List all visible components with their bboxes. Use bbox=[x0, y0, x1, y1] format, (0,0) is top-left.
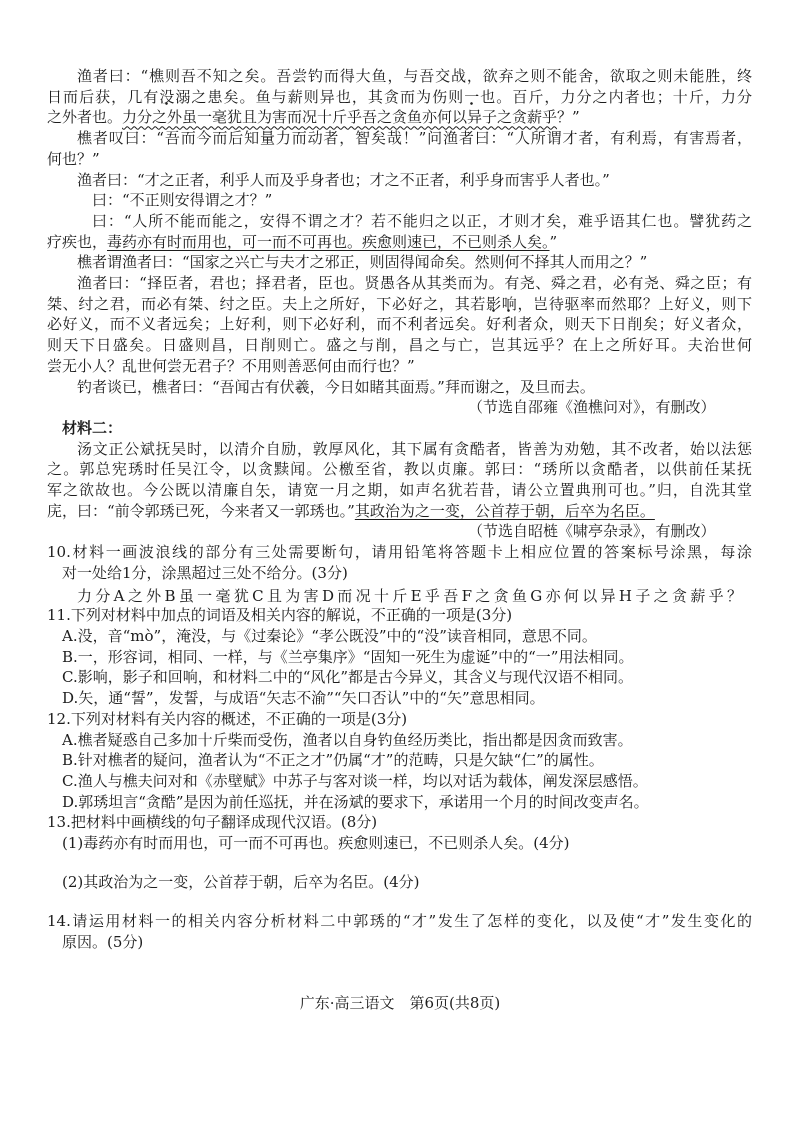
option-b: B.一，形容词，相同、一样，与《兰亭集序》“固知一死生为虚诞”中的“一”用法相同。 bbox=[62, 647, 634, 666]
dotted-word: 矢 bbox=[255, 481, 272, 500]
question-14 bbox=[47, 911, 752, 952]
question-stem: 10.材料一画波浪线的部分有三处需要断句，请用铅笔将答题卡上相应位置的答案标号涂黑，每涂 bbox=[47, 543, 752, 562]
text-segment: 也。百斤，力分之内者也；十斤，力分 bbox=[480, 87, 752, 106]
option-d: D.矢，通“誓”，发誓，与成语“矢志不渝”“矢口否认”中的“矢”意思相同。 bbox=[62, 689, 545, 708]
text-line: 则天下日盛矣。日盛则昌，日削则亡。盛之与削，昌之与亡，岂其远乎？在上之所好耳。夫治世何 bbox=[47, 336, 752, 355]
source-citation: （节选自昭梿《啸亭杂录》，有删改） bbox=[468, 522, 716, 541]
text-line: 樵者谓渔者曰：“国家之兴亡与夫才之邪正，则固得闻命矣。然则何不择其人而用之？” bbox=[77, 253, 648, 272]
material2-label: 材料二： bbox=[62, 418, 123, 437]
question-13 bbox=[47, 812, 752, 892]
wavy-underlined-passage: 力分之外虽一毫犹且为害而况十斤乎吾之贪鱼亦何以异子之贪薪乎 bbox=[122, 108, 558, 127]
text-line: 樵者叹曰：“吾而今而后知量力而动者，智矣哉！”问渔者曰：“人所谓才者，有利焉，有害焉者， bbox=[77, 129, 752, 148]
text-line: 之。郭总宪琇时任吴江令，以贪黩闻。公檄至省，教以贞廉。郭曰：“琇所以贪酷者，以供前任某抚 bbox=[47, 460, 752, 479]
text-line bbox=[47, 501, 752, 522]
question-stem: 原因。(5分) bbox=[62, 933, 144, 952]
sentence-break-options: 力分A之外B虽一毫犹C且为害D而况十斤E乎吾F之贪鱼G亦何以异H子之贪薪乎？ bbox=[77, 586, 742, 605]
text-line: 汤文正公斌抚吴时，以清介自励，敦厚风化，其下属有贪酷者，皆善为劝勉，其不改者，始以法惩 bbox=[77, 439, 752, 458]
text-line bbox=[47, 294, 752, 315]
option-d: D.郭琇坦言“贪酷”是因为前任巡抚，并在汤斌的要求下，承诺用一个月的时间改变声名。 bbox=[62, 792, 649, 811]
text-segment: 桀、纣之君，而必有桀、纣之臣。夫上之所好，下必好之，其若 bbox=[47, 294, 487, 313]
text-segment: 军之欲故也。今公既以清廉自 bbox=[47, 481, 256, 500]
material2-passage bbox=[47, 418, 752, 542]
translation-item-1: (1)毒药亦有时而用也，可一而不可再也。疾愈则速已，不已则杀人矣。(4分) bbox=[62, 834, 570, 853]
translation-item-2: (2)其政治为之一变，公首荐于朝，后卒为名臣。(4分) bbox=[62, 872, 420, 891]
text-line: 曰：“人所不能而能之，安得不谓之才？若不能归之以正，才则才矣，难乎语其仁也。譬犹药之 bbox=[92, 211, 752, 230]
dotted-word: 影响 bbox=[486, 294, 518, 313]
underlined-sentence: 其政治为之一变，公首荐于朝，后卒为名臣。 bbox=[354, 501, 655, 520]
option-b: B.针对樵者的疑问，渔者认为“不正之才”仍属“才”的范畴，只是欠缺“仁”的属性。 bbox=[62, 751, 604, 770]
question-stem: 14.请运用材料一的相关内容分析材料二中郭琇的“才”发生了怎样的变化，以及使“才”发生变化的 bbox=[47, 912, 752, 931]
dotted-word: 一 bbox=[464, 87, 481, 106]
text-line bbox=[47, 232, 752, 253]
text-line: 尝无小人？乱世何尝无君子？不用则善恶何由而行也？” bbox=[47, 356, 415, 375]
text-segment: ” bbox=[549, 232, 558, 251]
text-segment: ？” bbox=[557, 108, 580, 127]
text-segment: ，岂待驱率而然耶？上好义，则下 bbox=[517, 294, 752, 313]
text-line bbox=[47, 480, 752, 501]
text-line: 渔者曰：“才之正者，利乎人而及乎身者也；才之不正者，利乎身而害乎人者也。” bbox=[77, 170, 610, 189]
question-stem: 12.下列对材料有关内容的概述，不正确的一项是(3分) bbox=[47, 709, 408, 728]
option-c: C.影响，影子和回响，和材料二中的“风化”都是古今异义，其含义与现代汉语不相同。 bbox=[62, 668, 634, 687]
text-line: 渔者曰：“择臣者，君也；择君者，臣也。贤愚各从其类而为。有尧、舜之君，必有尧、舜之臣；有 bbox=[77, 274, 752, 293]
text-segment: 疗疾也， bbox=[47, 232, 108, 251]
question-11 bbox=[47, 605, 752, 709]
text-line: 必好义，而不义者远矣；上好利，则下必好利，而不利者远矣。好利者众，则天下日削矣；好义者众， bbox=[47, 315, 752, 334]
option-a: A.樵者疑惑自己多加十斤柴而受伤，渔者以自身钓鱼经历类比，指出都是因贪而致害。 bbox=[62, 730, 633, 749]
text-line: 何也？” bbox=[47, 149, 100, 168]
text-line bbox=[47, 87, 752, 108]
text-line: 渔者曰：“樵则吾不知之矣。吾尝钓而得大鱼，与吾交战，欲弃之则不能舍，欲取之则未能胜，终 bbox=[77, 67, 752, 85]
text-segment: ，请宽一月之期，如声名犹若昔，请公立置典刑可也。”归，自洗其堂 bbox=[271, 481, 752, 500]
question-12 bbox=[47, 709, 752, 813]
question-stem: 13.把材料中画横线的句子翻译成现代汉语。(8分) bbox=[47, 813, 378, 832]
text-segment: 庑，曰：“前令郭琇已死，今来者又一郭琇也。” bbox=[47, 501, 355, 520]
question-10 bbox=[47, 542, 752, 606]
material1-passage bbox=[47, 66, 752, 418]
underlined-sentence: 毒药亦有时而用也，可一而不可再也。疾愈则速已，不已则杀人矣。 bbox=[107, 232, 550, 251]
option-a: A.没，音“mò”，淹没，与《过秦论》“孝公既没”中的“没”读音相同，意思不同。 bbox=[62, 626, 597, 645]
source-citation: （节选自邵雍《渔樵问对》，有删改） bbox=[468, 398, 716, 417]
text-segment: 日而后获，几有 bbox=[47, 87, 160, 106]
text-line: 钓者谈已，樵者曰：“吾闻古有伏羲，今日如睹其面焉。”拜而谢之，及旦而去。 bbox=[77, 377, 595, 396]
text-line bbox=[47, 107, 752, 128]
dotted-word: 没 bbox=[159, 87, 176, 106]
text-segment: 之外者也。 bbox=[47, 108, 123, 127]
question-stem: 对一处给1分，涂黑超过三处不给分。(3分) bbox=[62, 563, 348, 582]
question-stem: 11.下列对材料中加点的词语及相关内容的解说，不正确的一项是(3分) bbox=[47, 606, 513, 625]
exam-page-content bbox=[47, 66, 752, 953]
text-segment: 溺之患矣。鱼与薪则异也，其贪而为伤则 bbox=[175, 87, 465, 106]
option-c: C.渔人与樵夫问对和《赤壁赋》中苏子与客对谈一样，均以对话为载体，阐发深层感悟。 bbox=[62, 771, 648, 790]
page-footer: 广东·高三语文 第6页(共8页) bbox=[299, 994, 501, 1012]
text-line: 曰：“不正则安得谓之才？” bbox=[92, 191, 273, 210]
